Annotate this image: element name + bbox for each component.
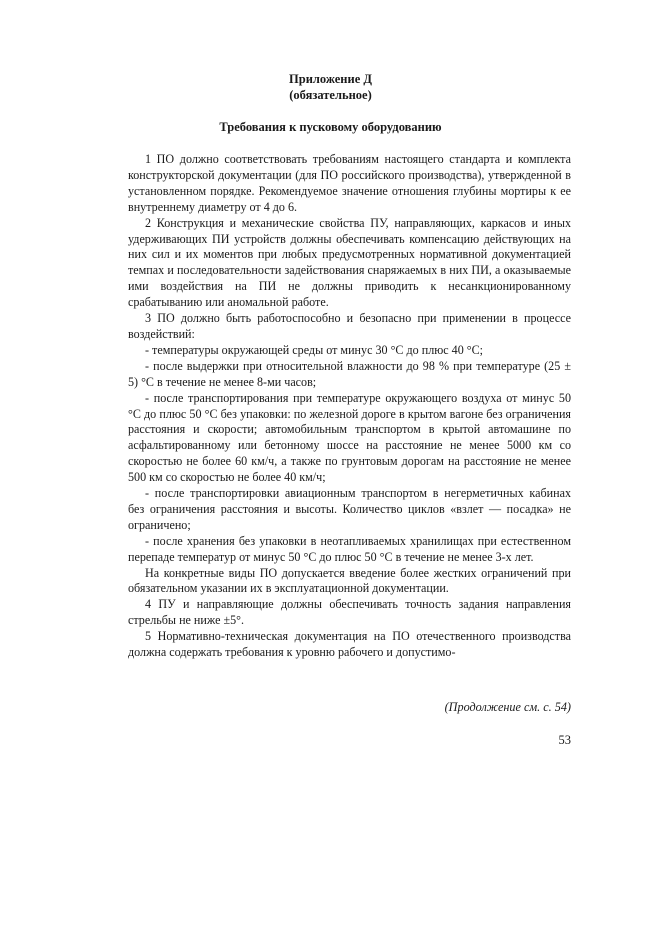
list-item: - после транспортирования при температуре окружающего воздуха от минус 50 °С до плюс 50 °С без упаковки: по железной дороге в крытом вагоне без ограничения расстояния и скорости; автомобильным транспортом в крытой автомашине по асфальтированному или бетонному шоссе на расстояние не менее 5000 км со скоростью не более 60 км/ч, а также по грунтовым дорогам на расстояние не менее 500 км со скоростью не более 40 км/ч; [128, 390, 571, 485]
list-item: - после транспортировки авиационным транспортом в негерметичных кабинах без ограничения расстояния и высоты. Количество циклов «взлет — посадка» не ограничено; [128, 486, 571, 532]
continuation-note: (Продолжение см. с. 54) [444, 700, 571, 714]
paragraph: На конкретные виды ПО допускается введение более жестких ограничений при обязательном указании их в эксплуатационной документации. [128, 565, 571, 596]
section-title: Требования к пусковому оборудованию [219, 120, 442, 134]
list-item: - после выдержки при относительной влажности до 98 % при температуре (25 ± 5) °С в течение не менее 8-ми часов; [128, 358, 571, 389]
page-number: 53 [558, 733, 571, 747]
paragraph: 4 ПУ и направляющие должны обеспечивать точность задания направления стрельбы не ниже ±5°. [128, 597, 571, 628]
paragraph: 5 Нормативно-техническая документация на ПО отечественного производства должна содержать требования к уровню рабочего и допустимо- [128, 629, 571, 660]
list-item: - после хранения без упаковки в неотапливаемых хранилищах при естественном перепаде температур от минус 50 °С до плюс 50 °С в течение не менее 3-х лет. [128, 533, 571, 564]
appendix-title: Приложение Д [289, 72, 372, 86]
appendix-status: (обязательное) [289, 88, 372, 102]
body-text [128, 152, 571, 661]
paragraph: 3 ПО должно быть работоспособно и безопасно при применении в процессе воздействий: [128, 311, 571, 341]
paragraph: 2 Конструкция и механические свойства ПУ, направляющих, каркасов и иных удерживающих ПИ устройств должны обеспечивать компенсацию действующих на них сил и их моментов при любых предусмотренных нормативной документацией темпах и последовательности задействования снаряжаемых в них ПИ, а оказываемые ими воздействия на ПИ не должны приводить к несанкционированному срабатыванию или аномальной работе. [128, 215, 571, 310]
paragraph: 1 ПО должно соответствовать требованиям настоящего стандарта и комплекта конструкторской документации (для ПО российского производства), утвержденной в установленном порядке. Рекомендуемое значение отношения глубины мортиры к ее внутреннему диаметру от 4 до 6. [128, 152, 571, 214]
list-item: - температуры окружающей среды от минус 30 °С до плюс 40 °С; [145, 342, 484, 357]
